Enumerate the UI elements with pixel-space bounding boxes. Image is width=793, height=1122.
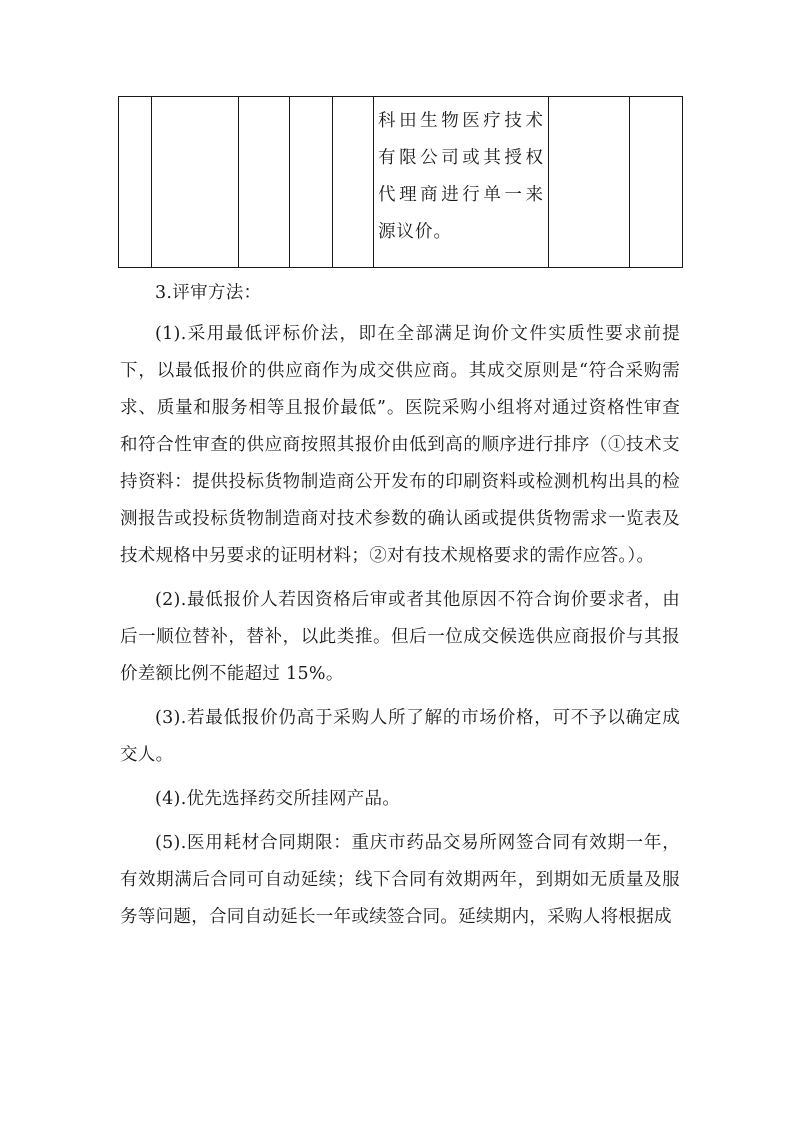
table-cell <box>152 97 239 268</box>
procurement-table-fragment <box>118 96 683 268</box>
section-heading: 3.评审方法： <box>155 283 262 303</box>
table-cell <box>333 97 374 268</box>
table-cell <box>119 97 152 268</box>
paragraph: (2).最低报价人若因资格后审或者其他原因不符合询价要求者，由后一顺位替补，替补，以此类推。但后一位成交候选供应商报价与其报价差额比例不能超过 15%。 <box>120 590 680 684</box>
paragraph: (5).医用耗材合同期限：重庆市药品交易所网签合同有效期一年，有效期满后合同可自动延续；线下合同有效期两年，到期如无质量及服务等问题，合同自动延长一年或续签合同。延续期内，采购人将根据成 <box>120 833 680 927</box>
paragraph: (4).优先选择药交所挂网产品。 <box>155 789 401 809</box>
evaluation-method-section <box>120 275 680 943</box>
table-row <box>119 97 683 268</box>
paragraph: (1).采用最低评标价法，即在全部满足询价文件实质性要求前提下，以最低报价的供应商作为成交供应商。其成交原则是“符合采购需求、质量和服务相等且报价最低”。医院采购小组将对通过资格性审查和符合性审查的供应商按照其报价由低到高的顺序进行排序（①技术支持资料：提供投标货物制造商公开发布的印刷资料或检测机构出具的检测报告或投标货物制造商对技术参数的确认函或提供货物需求一览表及技术规格中另要求的证明材料；②对有技术规格要求的需作应答。）。 <box>120 324 680 566</box>
paragraph: (3).若最低报价仍高于采购人所了解的市场价格，可不予以确定成交人。 <box>120 708 680 765</box>
table-cell <box>630 97 683 268</box>
table-cell-remarks <box>374 97 549 268</box>
table-cell <box>549 97 630 268</box>
table-cell <box>290 97 333 268</box>
table-cell <box>239 97 290 268</box>
table-cell-text: 科田生物医疗技术有限公司或其授权代理商进行单一来源议价。 <box>378 111 544 242</box>
